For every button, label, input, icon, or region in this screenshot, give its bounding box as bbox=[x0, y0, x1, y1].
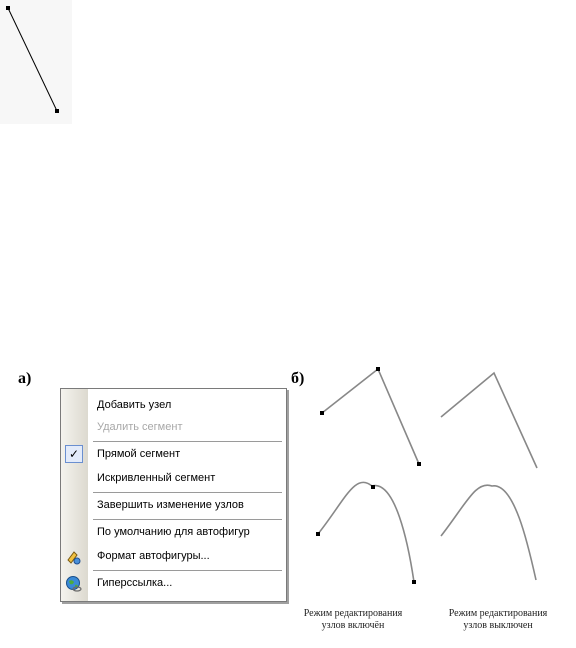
node-point bbox=[320, 411, 324, 415]
curved-segment-without-nodes bbox=[441, 485, 536, 580]
menu-item-label: Искривленный сегмент bbox=[97, 472, 216, 484]
menu-item-curved-segment[interactable] bbox=[61, 468, 286, 490]
node-point bbox=[371, 485, 375, 489]
straight-polyline bbox=[441, 373, 537, 468]
menu-item-label: Гиперссылка... bbox=[97, 577, 173, 589]
panel-label-b: б) bbox=[291, 370, 305, 387]
caption-line: узлов выключен bbox=[463, 620, 533, 631]
segment-illustrations bbox=[300, 360, 570, 600]
menu-item-set-autoshape-defaults[interactable] bbox=[61, 522, 286, 544]
curved-path bbox=[318, 482, 414, 582]
menu-item-label: Добавить узел bbox=[97, 399, 172, 411]
line-end-node[interactable] bbox=[55, 109, 59, 113]
straight-polyline bbox=[322, 369, 419, 464]
checkmark-icon: ✓ bbox=[65, 445, 83, 463]
menu-item-straight-segment[interactable] bbox=[61, 444, 286, 466]
node-point bbox=[316, 532, 320, 536]
menu-separator bbox=[93, 570, 282, 571]
node-point bbox=[376, 367, 380, 371]
curved-segment-with-nodes bbox=[316, 482, 416, 584]
straight-segment-with-nodes bbox=[320, 367, 421, 466]
panel-label-a: а) bbox=[18, 370, 32, 387]
menu-item-delete-segment bbox=[61, 417, 286, 439]
menu-separator bbox=[93, 441, 282, 442]
line-start-node[interactable] bbox=[6, 6, 10, 10]
format-autoshape-icon bbox=[65, 548, 83, 566]
menu-item-label: Удалить сегмент bbox=[97, 421, 183, 433]
menu-item-label: Формат автофигуры... bbox=[97, 550, 210, 562]
menu-item-format-autoshape[interactable] bbox=[61, 546, 286, 568]
menu-item-label: По умолчанию для автофигур bbox=[97, 526, 250, 538]
menu-item-label: Завершить изменение узлов bbox=[97, 499, 244, 511]
line-segment bbox=[8, 8, 57, 111]
menu-item-hyperlink[interactable] bbox=[61, 573, 286, 595]
menu-item-label: Прямой сегмент bbox=[97, 448, 181, 460]
straight-segment-without-nodes bbox=[441, 373, 537, 468]
caption-nodes-off bbox=[428, 608, 568, 632]
context-menu bbox=[60, 388, 287, 602]
line-shape-svg bbox=[0, 0, 80, 124]
menu-separator bbox=[93, 492, 282, 493]
menu-item-exit-edit-points[interactable] bbox=[61, 495, 286, 517]
menu-item-add-node[interactable] bbox=[61, 395, 286, 417]
menu-separator bbox=[93, 519, 282, 520]
node-point bbox=[417, 462, 421, 466]
caption-nodes-on bbox=[283, 608, 423, 632]
caption-line: Режим редактирования bbox=[448, 608, 548, 619]
caption-line: Режим редактирования bbox=[303, 608, 403, 619]
node-point bbox=[412, 580, 416, 584]
caption-line: узлов включён bbox=[321, 620, 385, 631]
hyperlink-globe-icon bbox=[65, 575, 83, 593]
curved-path bbox=[441, 485, 536, 580]
